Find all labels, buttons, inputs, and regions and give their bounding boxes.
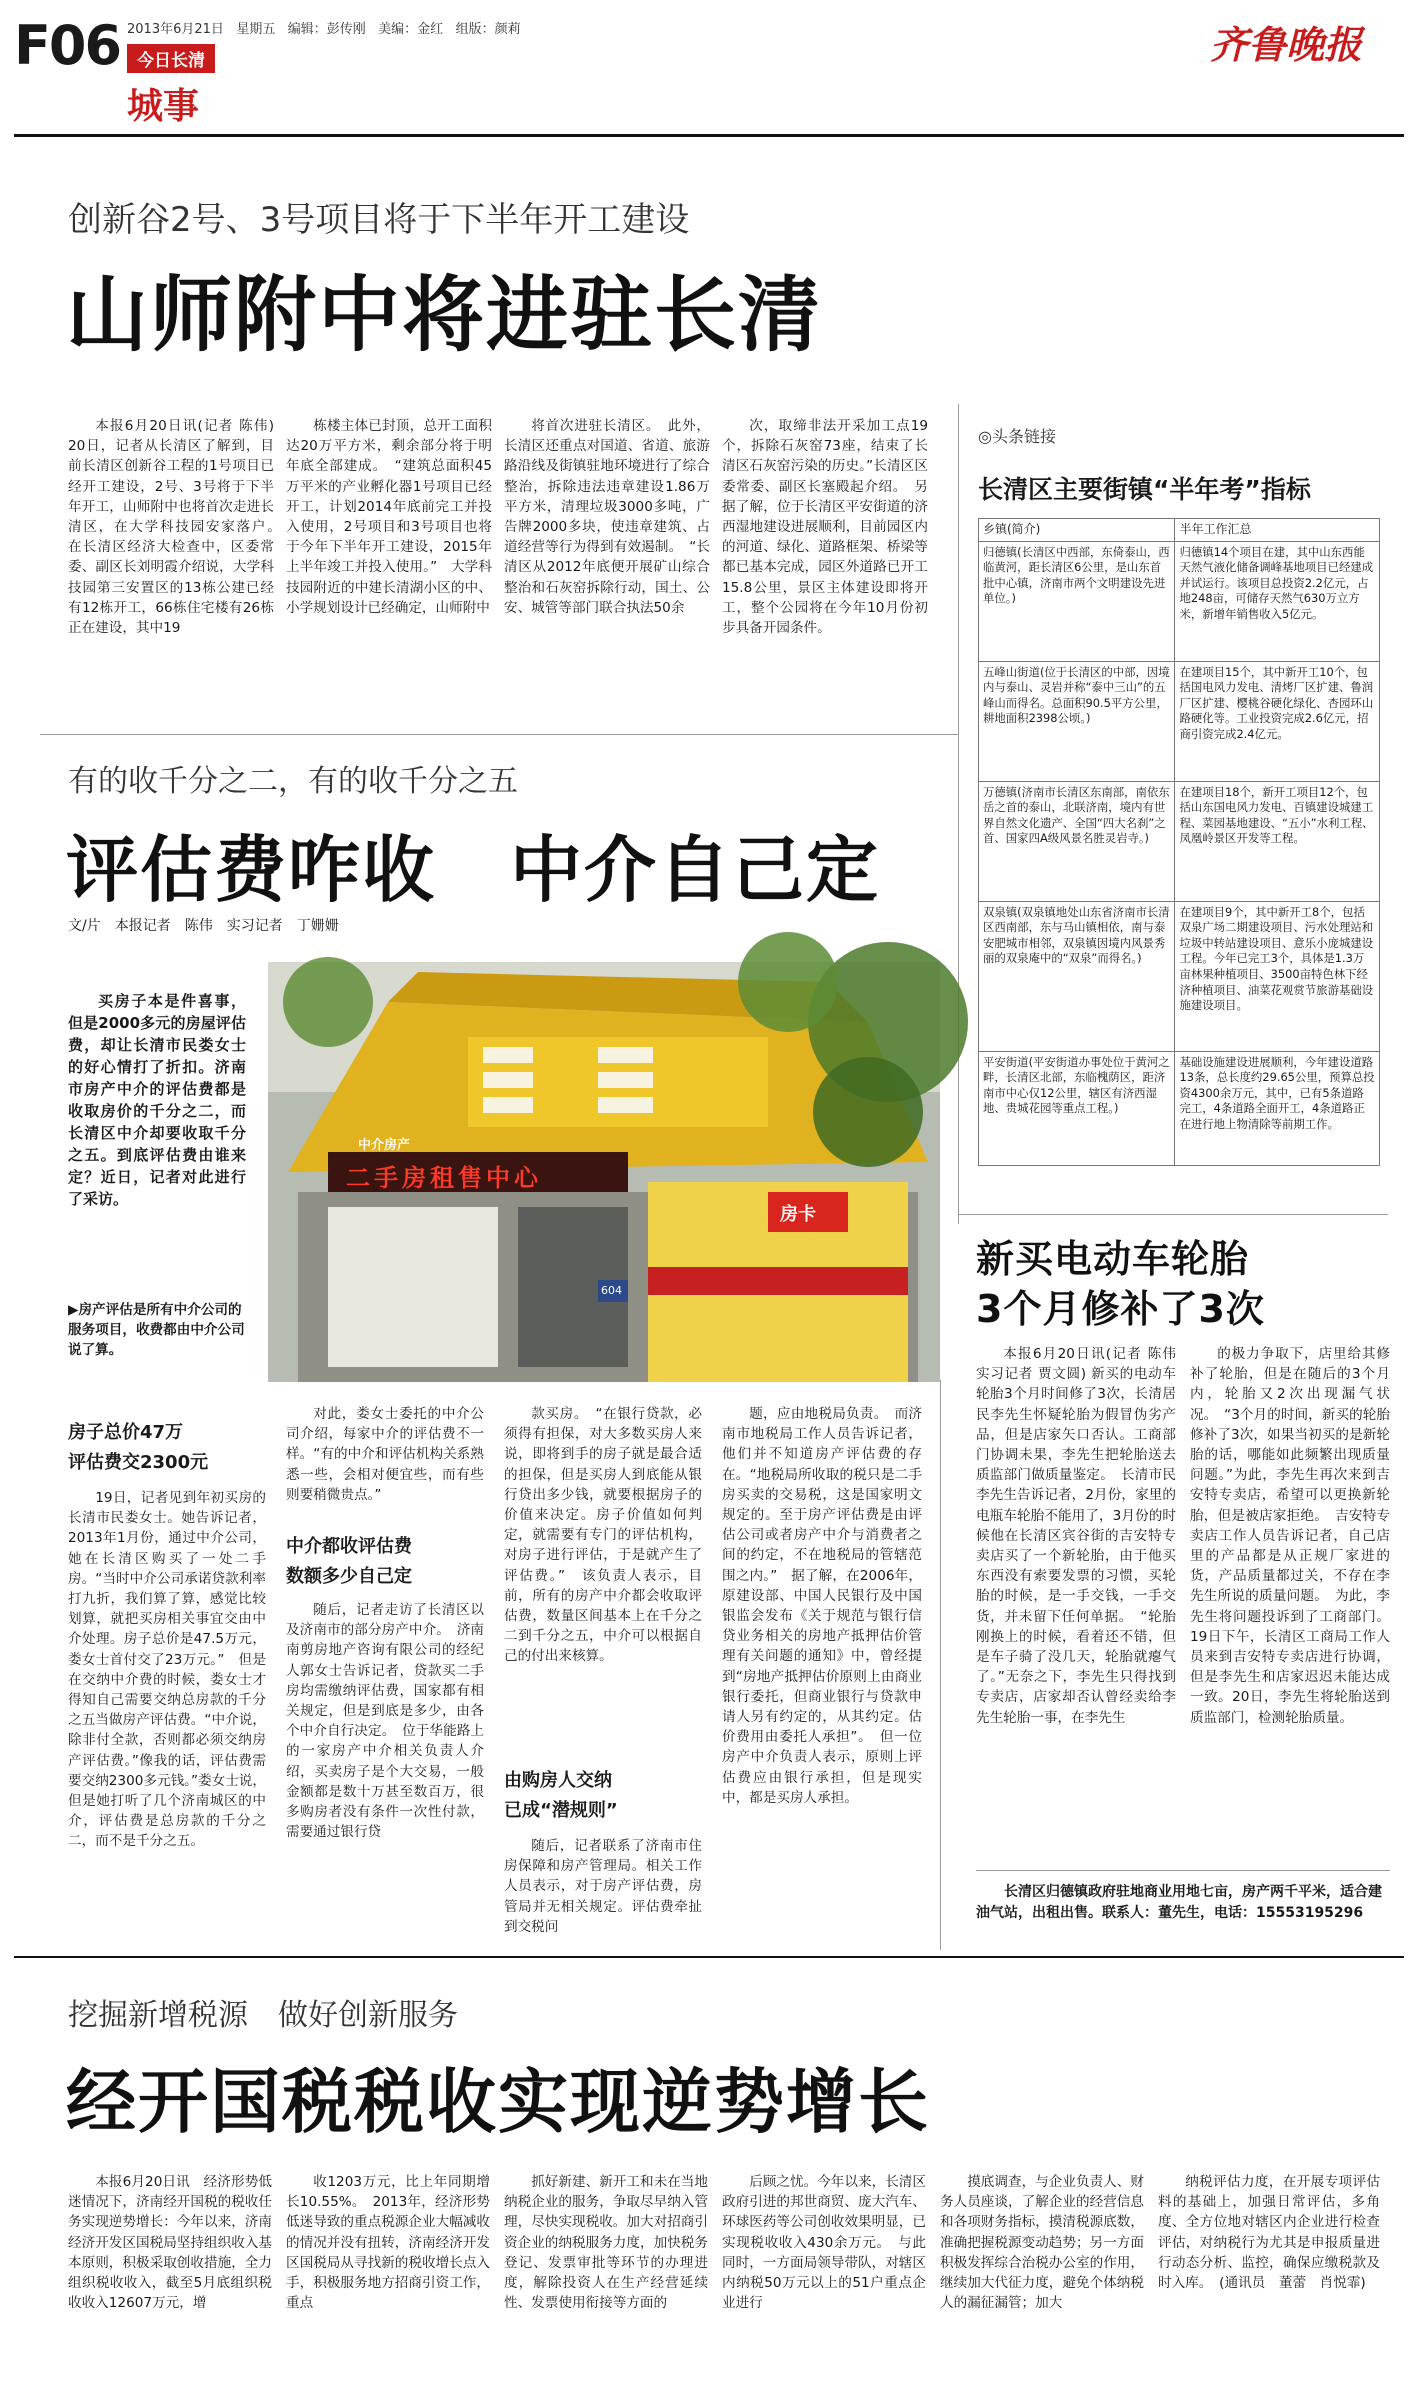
table-cell-summary: 在建项目9个，其中新开工8个，包括双泉广场二期建设项目、污水处理站和垃圾中转站建设项目、意乐小庞城建设工程。今年已完工3个，具体是1.3万亩林果种植项目、3500亩特色林下经济种植项目、油菜花观赏节旅游基础设施建设项目。 [1175, 901, 1380, 1051]
table-cell-summary: 基础设施建设进展顺利，今年建设道路13条，总长度约29.65公里，预算总投资4300余万元，其中，已有5条道路完工，4条道路全面开工，4条道路正在进行地上物清除等前期工作。 [1175, 1051, 1380, 1165]
summary-table [978, 518, 1380, 1166]
subhead-line: 房子总价47万 [68, 1422, 184, 1443]
photo-caption [68, 1300, 248, 1360]
summary-table-wrap [978, 518, 1380, 1166]
photo-caption-text: 房产评估是所有中介公司的服务项目，收费都由中介公司说了算。 [68, 1302, 245, 1358]
photo-sign-card: 房卡 [780, 1204, 816, 1225]
subhead-line: 已成“潜规则” [504, 1800, 618, 1821]
editor: 编辑：彭传刚 [287, 22, 366, 37]
table-cell-town: 五峰山街道(位于长清区的中部，因境内与泰山、灵岩并称“泰中三山”的五峰山而得名。总面积90.5平方公里，耕地面积2398公顷。) [979, 661, 1175, 781]
story3-col-2: 的极力争取下，店里给其修补了轮胎，但是在随后的3个月内，轮胎又2次出现漏气状况。 “3个月的时间，新买的轮胎修补了3次，如果当初买的是新轮胎的话，哪能如此频繁出现质量问题。”为此，李先生再次来到吉安特专卖店，希望可以更换新轮胎，但是被店家拒绝。 吉安特专卖店工作人员告诉记者，自己店里的产品都是从正规厂家进的货，产品质量都过关，不存在李先生所说的质量问题。 为此，李先生将问题投诉到了工商部门。19日下午，长清区工商局工作人员来到吉安特专卖店进行协调，但是李先生和店家迟迟未能达成一致。20日，李先生将轮胎送到质监部门，检测轮胎质量。 [1190, 1346, 1390, 1726]
sidebar-border [958, 404, 959, 1224]
table-cell-town: 双泉镇(双泉镇地处山东省济南市长清区西南部，东与马山镇相依，南与泰安肥城市相邻，双泉镇因境内风景秀丽的双泉庵中的“双泉”而得名。) [979, 901, 1175, 1051]
story2-kicker: 有的收千分之二，有的收千分之五 [68, 764, 518, 799]
photo-sign-number: 604 [601, 1284, 622, 1297]
story4-col-6: 纳税评估力度，在开展专项评估料的基础上，加强日常评估，多角度、全方位地对辖区内企业进行检查评估，对纳税行为尤其是申报质量进行动态分析、监控，确保应缴税款及时入库。 (通讯员 董蕾 肖悦霏) [1158, 2174, 1380, 2292]
story4-col-4: 后顾之忧。今年以来，长清区政府引进的邦世商贸、庞大汽车、环球医药等公司创收效果明显，已实现税收收入430余万元。 与此同时，一方面局领导带队，对辖区内纳税50万元以上的51户重点企业进行 [722, 2174, 926, 2312]
story1-divider [40, 734, 958, 735]
table-row [979, 781, 1380, 901]
story2-headline: 评估费咋收 中介自己定 [66, 828, 881, 912]
subhead-line: 数额多少自己定 [286, 1566, 412, 1587]
story2-col-2a: 对此，娄女士委托的中介公司介绍，每家中介的评估费不一样。“有的中介和评估机构关系熟悉一些，会相对便宜些，而有些则要稍微贵点。” [286, 1406, 484, 1503]
section-title: 城事 [127, 86, 200, 127]
section-tag: 今日长清 [127, 44, 215, 73]
art-editor: 美编：金红 [378, 22, 444, 37]
notice-rule [976, 1870, 1390, 1871]
story3-headline-2: 3个月修补了3次 [976, 1287, 1265, 1331]
story1-col-2: 栋楼主体已封顶，总开工面积达20万平方米，剩余部分将于明年底全部建成。 “建筑总面积45万平米的产业孵化器1号项目已经开工，计划2014年底前完工并投入使用，2号项目和3号项目也将于今年下半年开工建设，2015年上半年竣工并投入使用。” 大学科技园附近的中建长清湖小区的中、小学规划设计已经确定，山师附中 [286, 418, 492, 616]
table-row [979, 661, 1380, 781]
photo-sign-brand: 中介房产 [358, 1138, 411, 1153]
table-cell-summary: 归德镇14个项目在建，其中山东西能天然气液化储备调峰基地项目已经建成并试运行。该项目总投资2.2亿元，占地248亩，可储存天然气630万立方米，新增年销售收入5亿元。 [1175, 541, 1380, 661]
classified-notice: 长清区归德镇政府驻地商业用地七亩，房产两千平米，适合建油气站，出租出售。联系人：董先生，电话：15553195296 [976, 1884, 1382, 1921]
subhead-line: 由购房人交纳 [504, 1770, 612, 1791]
story4-col-3: 抓好新建、新开工和未在当地纳税企业的服务，争取尽早纳入管理，尽快实现税收。加大对招商引资企业的纳税服务力度，加快税务登记、发票审批等环节的办理进度，解除投资人在生产经营延续性、发票使用衔接等方面的 [504, 2174, 708, 2312]
table-row [979, 901, 1380, 1051]
caption-arrow-icon: ▶ [68, 1302, 79, 1318]
table-cell-town: 万德镇(济南市长清区东南部，南依东岳之首的泰山，北联济南，境内有世界自然文化遗产、全国“四大名刹”之首、国家四A级风景名胜灵岩寺。) [979, 781, 1175, 901]
table-header-town: 乡镇(简介) [979, 519, 1175, 542]
page-number: F06 [14, 14, 121, 77]
table-cell-town: 归德镇(长清区中西部，东倚泰山，西临黄河，距长清区6公里，是山东首批中心镇，济南市两个文明建设先进单位。) [979, 541, 1175, 661]
story3-col-1: 本报6月20日讯(记者 陈伟 实习记者 贾文圆) 新买的电动车轮胎3个月时间修了3次，长清居民李先生怀疑轮胎为假冒伪劣产品，但是店家矢口否认。工商部门协调未果，李先生把轮胎送去质监部门做质量鉴定。 长清市民李先生告诉记者，2月份，家里的电瓶车轮胎不能用了，3月份的时候他在长清区宾谷街的吉安特专卖店买了一个新轮胎，由于他买东西没有索要发票的习惯，买轮胎的时候，是一手交钱，一手交货，并未留下任何单据。 “轮胎刚换上的时候，看着还不错，但是车子骑了没几天，轮胎就瘪气了。”无奈之下，李先生只得找到专卖店，店家却否认曾经卖给李先生轮胎一事，在李先生 [976, 1346, 1176, 1726]
story3-headline-1: 新买电动车轮胎 [976, 1237, 1250, 1281]
story2-subhead-1 [68, 1418, 248, 1478]
story2-col-1: 19日，记者见到年初买房的长清市民娄女士。她告诉记者，2013年1月份，通过中介公司，她在长清区购买了一处二手房。“当时中介公司承诺贷款利率打九折，我们算了算，感觉比较划算，就把买房相关事宜交由中介处理。房子总价是47.5万元，娄女士首付交了23万元。” 但是在交纳中介费的时候，娄女士才得知自己需要交纳总房款的千分之五当做房产评估费。“中介说，除非付全款，否则都必须交纳房产评估费。”像我的话，评估费需要交纳2300多元钱。”娄女士说，但是她打听了几个济南城区的中介，评估费是总房款的千分之二，而不是千分之五。 [68, 1490, 266, 1850]
story2-subhead-2 [286, 1532, 484, 1592]
photo-sign-led: 二手房租售中心 [346, 1164, 542, 1192]
table-cell-summary: 在建项目15个，其中新开工10个，包括国电风力发电、清烤厂区扩建、鲁润厂区扩建、樱桃谷硬化绿化、杏园环山路硬化等。工业投资完成2.6亿元，招商引资完成2.4亿元。 [1175, 661, 1380, 781]
story2-col-3b: 随后，记者联系了济南市住房保障和房产管理局。相关工作人员表示，对于房产评估费，房管局并无相关规定。评估费牵扯到交税问 [504, 1838, 702, 1935]
sidebar-chain-label: ◎头条链接 [978, 427, 1056, 446]
story2-byline: 文/片 本报记者 陈伟 实习记者 丁姗姗 [68, 918, 339, 934]
story1-col-3: 将首次进驻长清区。 此外，长清区还重点对国道、省道、旅游路沿线及街镇驻地环境进行了综合整治，拆除违法违章建设1.86万平方米，清理垃圾3000多吨，广告牌2000多块，使违章建筑、占道经营等行为得到有效遏制。 “长清区从2012年底便开展矿山综合整治和石灰窑拆除行动，国土、公安、城管等部门联合执法50余 [504, 418, 710, 616]
table-row [979, 541, 1380, 661]
weekday: 星期五 [236, 22, 276, 37]
story4-top-rule [14, 1956, 1404, 1958]
story4-kicker: 挖掘新增税源 做好创新服务 [68, 1998, 458, 2033]
story2-col-2b: 随后，记者走访了长清区以及济南市的部分房产中介。 济南南剪房地产咨询有限公司的经纪人郭女士告诉记者，贷款买二手房均需缴纳评估费，国家都有相关规定，但是到底是多少，由各个中介自行决定。 位于华能路上的一家房产中介相关负责人介绍，买卖房子是个大交易，一般金额都是数十万甚至数百万，很多购房者没有条件一次性付款，需要通过银行贷 [286, 1602, 484, 1841]
masthead-rule [14, 134, 1404, 137]
story1-col-1: 本报6月20日讯(记者 陈伟) 20日，记者从长清区了解到，目前长清区创新谷工程的1号项目已经开工建设，2号、3号将于下半年开工，山师附中也将首次走进长清区，在大学科技园安家落户。 在长清区经济大检查中，区委常委、副区长刘明霞介绍说，大学科技园第三安置区的13栋公建已经有12栋开工，66栋住宅楼有26栋正在建设，其中19 [68, 418, 288, 637]
story3-left-border [940, 1380, 941, 1950]
issue-date [127, 18, 521, 37]
story4-col-2: 收1203万元，比上年同期增长10.55%。 2013年，经济形势低迷导致的重点税源企业大幅减收的情况并没有扭转，济南经济开发区国税局从寻找新的税收增长点入手，积极服务地方招商引资工作，重点 [286, 2174, 490, 2312]
subhead-line: 中介都收评估费 [286, 1536, 412, 1557]
newspaper-logo: 齐鲁晚报 [1210, 22, 1363, 67]
story3-top-rule [958, 1214, 1388, 1215]
story1-kicker: 创新谷2号、3号项目将于下半年开工建设 [68, 200, 690, 240]
table-cell-town: 平安街道(平安街道办事处位于黄河之畔，长清区北部，东临槐荫区，距济南市中心仅12公里，辖区有济西湿地、贵城花园等重点工程。) [979, 1051, 1175, 1165]
sidebar-title: 长清区主要街镇“半年考”指标 [978, 475, 1311, 504]
story-photo [268, 962, 940, 1382]
story1-headline: 山师附中将进驻长清 [66, 268, 823, 363]
story4-headline: 经开国税税收实现逆势增长 [66, 2061, 930, 2143]
story4-col-1: 本报6月20日讯 经济形势低迷情况下，济南经开国税的税收任务实现逆势增长：今年以来，济南经济开发区国税局坚持组织收入基本原则，积极采取创收措施，全力组织税收收入，截至5月底组织税收收入12607万元，增 [68, 2174, 272, 2312]
table-cell-summary: 在建项目18个，新开工项目12个，包括山东国电风力发电、百镇建设城建工程、菜园基地建设、“五小”水利工程、凤凰岭景区开发等工程。 [1175, 781, 1380, 901]
story4-col-5: 摸底调查，与企业负责人、财务人员座谈，了解企业的经营信息和各项财务指标，摸清税源底数，准确把握税源变动趋势；另一方面积极发挥综合治税办公室的作用，继续加大代征力度，避免个体纳税人的漏征漏管；加大 [940, 2174, 1144, 2312]
story2-col-4: 题，应由地税局负责。 而济南市地税局工作人员告诉记者，他们并不知道房产评估费的存在。“地税局所收取的税只是二手房买卖的交易税，这是国家明文规定的。至于房产评估费是由评估公司或者房产中介与消费者之间的约定，不在地税局的管辖范围之内。” 据了解，在2006年，原建设部、中国人民银行及中国银监会发布《关于规范与银行信贷业务相关的房地产抵押估价管理有关问题的通知》中，曾经提到“房地产抵押估价原则上由商业银行委托，但商业银行与贷款申请人另有约定的，从其约定。估价费用由委托人承担”。 但一位房产中介负责人表示，原则上评估费应由银行承担，但是现实中，都是买房人承担。 [722, 1406, 922, 1806]
subhead-line: 评估费交2300元 [68, 1452, 209, 1473]
story2-lead: 买房子本是件喜事，但是2000多元的房屋评估费，却让长清市民娄女士的好心情打了折扣。济南市房产中介的评估费都是收取房价的千分之二，而长清区中介却要收取千分之五。到底评估费由谁来定？近日，记者对此进行了采访。 [68, 992, 246, 1208]
story1-col-4: 次，取缔非法开采加工点19个，拆除石灰窑73座，结束了长清区石灰窑污染的历史。”长清区区委常委、副区长塞殿起介绍。 另据了解，位于长清区平安街道的济西湿地建设进展顺利，目前园区内的河道、绿化、道路框架、桥梁等都已基本完成，园区外道路已开工15.8公里，景区主体建设即将开工，整个公园将在今年10月份初步具备开园条件。 [722, 418, 928, 637]
layout-editor: 组版：颜莉 [455, 22, 521, 37]
story2-col-3a: 款买房。 “在银行贷款，必须得有担保，对大多数买房人来说，即将到手的房子就是最合适的担保，但是买房人到底能从银行贷出多少钱，就要根据房子的价值来决定。房子价值如何判定，就需要有专门的评估机构，对房子进行评估，于是就产生了评估费。” 该负责人表示，目前，所有的房产中介都会收取评估费，数量区间基本上在千分之二到千分之五，中介可以根据自己的付出来核算。 [504, 1406, 702, 1665]
date: 2013年6月21日 [127, 22, 224, 37]
table-header-summary: 半年工作汇总 [1175, 519, 1380, 542]
story2-subhead-3 [504, 1766, 702, 1826]
table-row [979, 1051, 1380, 1165]
